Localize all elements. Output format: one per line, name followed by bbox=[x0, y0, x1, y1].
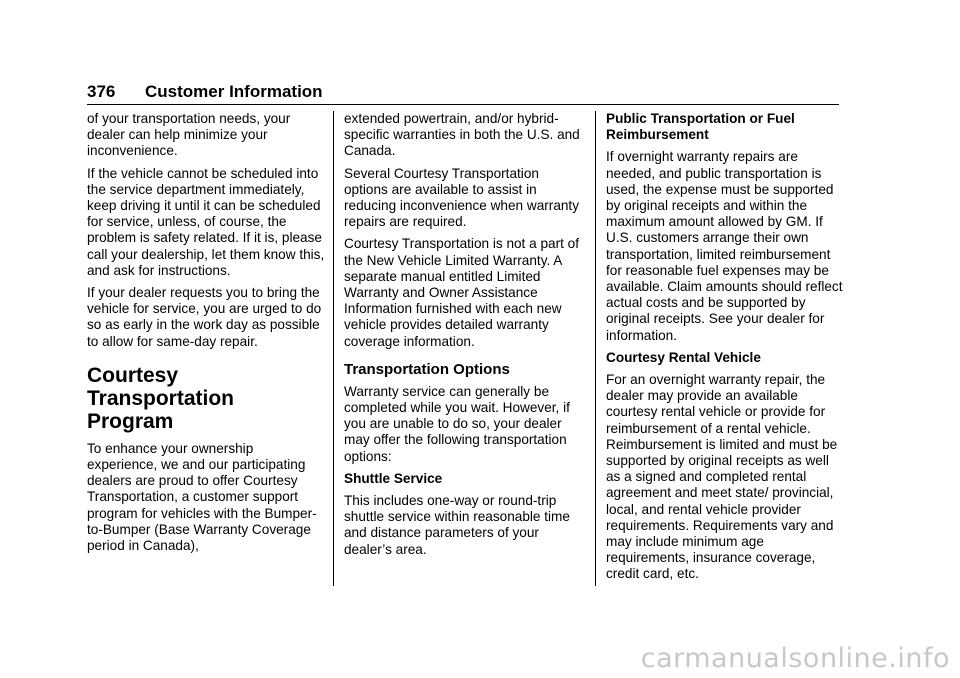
page-number: 376 bbox=[87, 82, 116, 101]
paragraph: Several Courtesy Transportation options are available to assist in reducing inconvenience when warranty repairs are required. bbox=[344, 165, 580, 230]
section-heading: Courtesy Transportation Program bbox=[87, 363, 235, 433]
page-header bbox=[87, 82, 839, 105]
column-divider-2 bbox=[595, 111, 596, 586]
subheading: Courtesy Rental Vehicle bbox=[606, 349, 761, 365]
paragraph: To enhance your ownership experience, we and our participating dealers are proud to offer Courtesy Transportation, a customer support program for vehicles with the Bumper-to-Bumper (Base Warranty Coverage period in Canada), bbox=[87, 440, 317, 554]
paragraph: Courtesy Transportation is not a part of the New Vehicle Limited Warranty. A separate manual entitled Limited Warranty and Owner Assistance Information furnished with each new vehicle provides detailed warranty coverage information. bbox=[344, 236, 579, 349]
subheading: Public Transportation or Fuel Reimbursement bbox=[606, 111, 795, 143]
column-divider-1 bbox=[333, 111, 334, 586]
paragraph: of your transportation needs, your dealer can help minimize your inconvenience. bbox=[87, 111, 291, 159]
paragraph: This includes one-way or round-trip shuttle service within reasonable time and distance parameters of your dealer’s area. bbox=[344, 493, 570, 557]
text-column-2 bbox=[344, 111, 584, 564]
section-title: Customer Information bbox=[145, 82, 323, 101]
paragraph: If overnight warranty repairs are needed, and public transportation is used, the expense must be supported by original receipts and within the maximum amount allowed by GM. If U.S. customers arrange their own transportation, limited reimbursement for reasonable fuel expenses may be available. Claim amounts should reflect actual costs and be supported by original receipts. See your dealer for information. bbox=[606, 149, 843, 343]
text-column-3 bbox=[606, 111, 846, 589]
paragraph: If the vehicle cannot be scheduled into the service department immediately, keep driving it until it can be scheduled for service, unless, of course, the problem is safety related. If it is, please call your dealership, let them know this, and ask for instructions. bbox=[87, 165, 325, 278]
subsection-heading: Transportation Options bbox=[344, 360, 510, 378]
text-column-1 bbox=[87, 111, 325, 560]
paragraph: If your dealer requests you to bring the vehicle for service, you are urged to do so as early in the work day as possible to allow for same-day repair. bbox=[87, 285, 322, 349]
paragraph: Warranty service can generally be completed while you wait. However, if you are unable to do so, your dealer may offer the following transportation options: bbox=[344, 383, 570, 464]
subheading: Shuttle Service bbox=[344, 470, 443, 486]
paragraph: extended powertrain, and/or hybrid-specific warranties in both the U.S. and Canada. bbox=[344, 111, 580, 159]
paragraph: For an overnight warranty repair, the dealer may provide an available courtesy rental vehicle or provide for reimbursement of a rental vehicle. Reimbursement is limited and must be supported by original receipts as well as a signed and completed rental agreement and meet state/ provincial, local, and rental vehicle provider requirements. Requirements vary and may include minimum age requirements, insurance coverage, credit card, etc. bbox=[606, 372, 838, 582]
watermark: carmanualsonline.info bbox=[640, 643, 950, 674]
